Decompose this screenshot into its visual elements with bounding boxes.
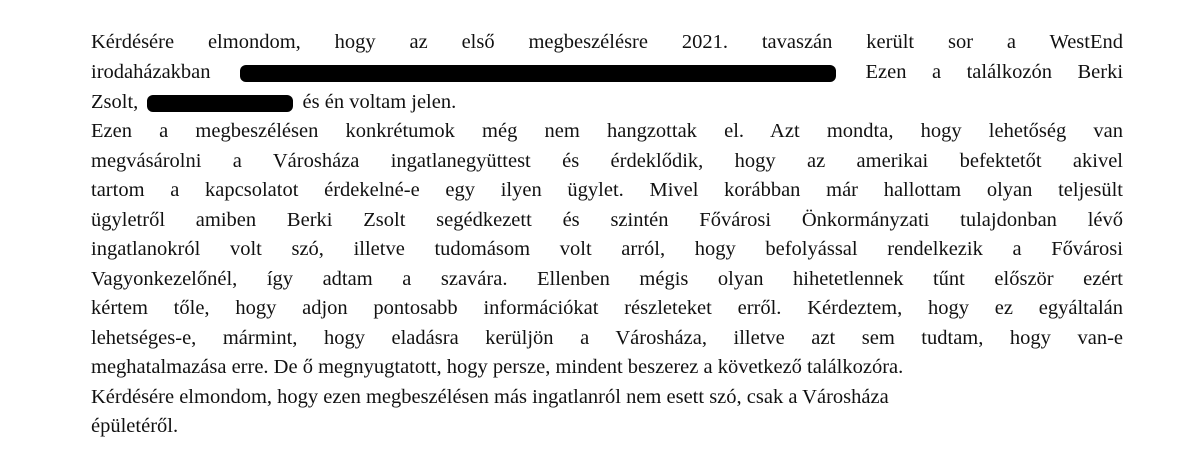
redaction-bar: [147, 95, 293, 112]
text-fragment: és én voltam jelen.: [302, 91, 457, 113]
text-fragment: Ezen a találkozón Berki: [865, 61, 1123, 83]
text-line: tartom a kapcsolatot érdekelné-e egy ilyen ügylet. Mivel korábban már hallottam olyan teljesült: [91, 179, 1123, 201]
text-fragment: Zsolt,: [91, 91, 139, 113]
text-line: Kérdésére elmondom, hogy az első megbeszélésre 2021. tavaszán került sor a WestEnd: [91, 31, 1123, 53]
text-line: megvásárolni a Városháza ingatlanegyüttest és érdeklődik, hogy az amerikai befektetőt akivel: [91, 150, 1123, 172]
text-line: ügyletről amiben Berki Zsolt segédkezett és szintén Fővárosi Önkormányzati tulajdonban lévő: [91, 209, 1123, 231]
text-line: Kérdésére elmondom, hogy ezen megbeszélésen más ingatlanról nem esett szó, csak a Városháza: [91, 386, 889, 408]
text-line: Ezen a megbeszélésen konkrétumok még nem hangzottak el. Azt mondta, hogy lehetőség van: [91, 120, 1123, 142]
text-line: meghatalmazása erre. De ő megnyugtatott, hogy persze, mindent beszerez a következő találkozóra.: [91, 356, 904, 378]
text-line: kértem tőle, hogy adjon pontosabb információkat részleteket erről. Kérdeztem, hogy ez egyáltalán: [91, 297, 1123, 319]
text-line: Vagyonkezelőnél, így adtam a szavára. Ellenben mégis olyan hihetetlennek tűnt először ezért: [91, 268, 1123, 290]
text-fragment: irodaházakban: [91, 61, 211, 83]
text-line-with-redaction: [91, 89, 456, 115]
text-line-with-redaction: [91, 59, 1123, 85]
redaction-bar: [240, 65, 836, 82]
text-line: épületéről.: [91, 415, 179, 437]
text-line: ingatlanokról volt szó, illetve tudomásom volt arról, hogy befolyással rendelkezik a Fővárosi: [91, 238, 1123, 260]
text-line: lehetséges-e, mármint, hogy eladásra kerüljön a Városháza, illetve azt sem tudtam, hogy van-e: [91, 327, 1123, 349]
